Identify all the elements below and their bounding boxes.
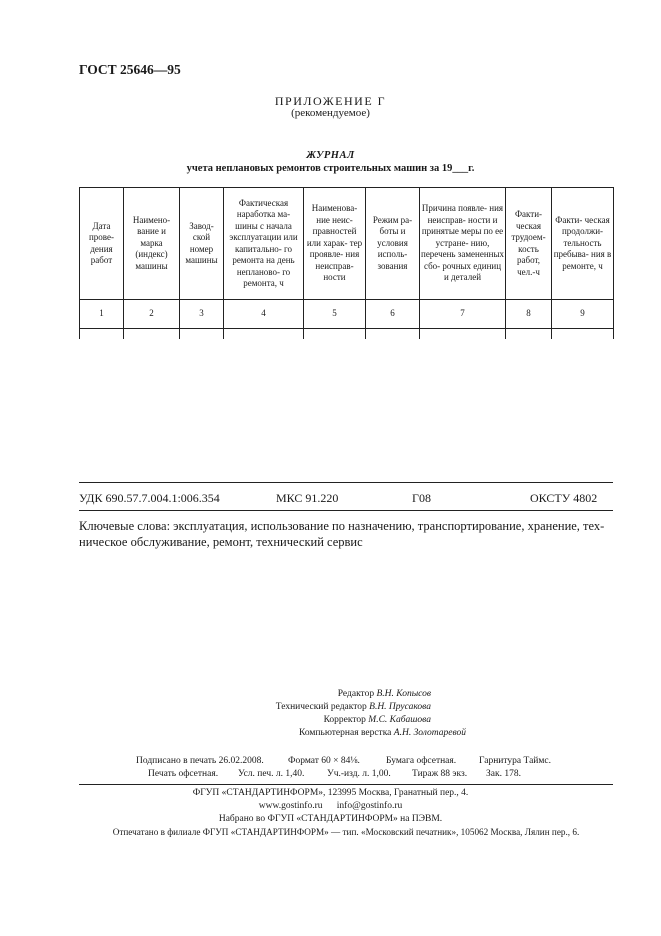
credit-role: Редактор (337, 689, 375, 699)
table-header-cell: Факти- ческая продолжи- тельность пребыва- ния в ремонте, ч (552, 188, 614, 300)
table-header-row (80, 188, 614, 300)
credit-line (200, 714, 431, 727)
imprint-sheets: Усл. печ. л. 1,40. (238, 769, 305, 779)
keywords: Ключевые слова: эксплуатация, использование по назначению, транспортирование, хранение, тех- ническое обслуживание, ремонт, технический сервис (79, 519, 605, 549)
credit-name: В.Н. Копысов (376, 689, 431, 699)
column-number: 8 (506, 300, 552, 329)
empty-cell (180, 329, 224, 340)
table-header-cell: Наименова- ние неис- правностей или харак- тер проявле- ния неиспрaв- ности (304, 188, 366, 300)
column-number: 9 (552, 300, 614, 329)
empty-cell (80, 329, 124, 340)
credit-role: Компьютерная верстка (298, 728, 392, 738)
publisher-web[interactable]: www.gostinfo.ru (258, 801, 323, 811)
credit-line (200, 701, 431, 714)
publisher-contacts (0, 801, 661, 811)
column-number: 6 (366, 300, 420, 329)
journal-subtitle: учета неплановых ремонтов строительных машин за 19___г. (186, 163, 475, 174)
column-number: 4 (224, 300, 304, 329)
imprint-order: Зак. 178. (486, 769, 521, 779)
standard-number: ГОСТ 25646—95 (79, 62, 181, 77)
imprint-typeface: Гарнитура Таймс. (479, 756, 551, 766)
credit-line (220, 727, 466, 740)
table-header-cell: Дата прове- дения работ (80, 188, 124, 300)
empty-cell (552, 329, 614, 340)
table-header-cell: Наимено- вание и марка (индекс) машины (124, 188, 180, 300)
empty-cell (506, 329, 552, 340)
credit-name: А.Н. Золотаревой (393, 728, 466, 738)
table-number-row (80, 300, 614, 329)
table-header-cell: Завод- ской номер машины (180, 188, 224, 300)
appendix-subtitle: (рекомендуемое) (291, 107, 370, 119)
column-number: 5 (304, 300, 366, 329)
imprint-print: Печать офсетная. (148, 769, 219, 779)
table-header-cell: Причина появле- ния неисправ- ности и принятые меры по ее устране- нию, перечень замененных сбо- рочных единиц и деталей (420, 188, 506, 300)
divider-top (79, 482, 613, 483)
column-number: 3 (180, 300, 224, 329)
publisher-typeset: Набрано во ФГУП «СТАНДАРТИНФОРМ» на ПЭВМ. (218, 814, 443, 824)
journal-title: ЖУРНАЛ (306, 150, 355, 161)
publisher-address: ФГУП «СТАНДАРТИНФОРМ», 123995 Москва, Гранатный пер., 4. (192, 788, 469, 798)
udc-code: УДК 690.57.7.004.1:006.354 (79, 491, 220, 505)
column-number: 1 (80, 300, 124, 329)
group-code: Г08 (412, 491, 431, 505)
imprint-signed: Подписано в печать 26.02.2008. (136, 756, 264, 766)
credit-name: М.С. Кабашова (368, 715, 431, 725)
empty-cell (304, 329, 366, 340)
credit-line (200, 688, 431, 701)
mks-code: МКС 91.220 (276, 491, 339, 505)
table-header-cell: Режим ра- боты и условия исполь- зования (366, 188, 420, 300)
empty-cell (224, 329, 304, 340)
journal-table (79, 187, 614, 339)
imprint-paper: Бумага офсетная. (386, 756, 457, 766)
empty-cell (420, 329, 506, 340)
imprint-format: Формат 60 × 84⅛. (288, 756, 360, 766)
empty-cell (124, 329, 180, 340)
imprint-copies: Тираж 88 экз. (412, 769, 468, 779)
imprint-pub-sheets: Уч.-изд. л. 1,00. (327, 769, 391, 779)
credit-role: Технический редактор (275, 702, 367, 712)
credit-name: В.Н. Прусакова (369, 702, 431, 712)
publisher-printed: Отпечатано в филиале ФГУП «СТАНДАРТИНФОРМ» — тип. «Московский печатник», 105062 Москва, Лялин пер., 6. (112, 827, 580, 837)
empty-cell (366, 329, 420, 340)
publisher-email[interactable]: info@gostinfo.ru (336, 801, 403, 811)
divider-footer (79, 784, 613, 785)
credit-role: Корректор (323, 715, 366, 725)
okstu-code: ОКСТУ 4802 (530, 491, 598, 505)
table-header-cell: Факти- ческая трудоем- кость работ, чел.-ч (506, 188, 552, 300)
table-header-cell: Фактическая наработка ма- шины с начала эксплуатации или капитально- го ремонта на день непланово- го ремонта, ч (224, 188, 304, 300)
column-number: 7 (420, 300, 506, 329)
table-empty-row (80, 329, 614, 340)
appendix-title: ПРИЛОЖЕНИЕ Г (274, 94, 387, 108)
column-number: 2 (124, 300, 180, 329)
divider-bottom (79, 510, 613, 511)
